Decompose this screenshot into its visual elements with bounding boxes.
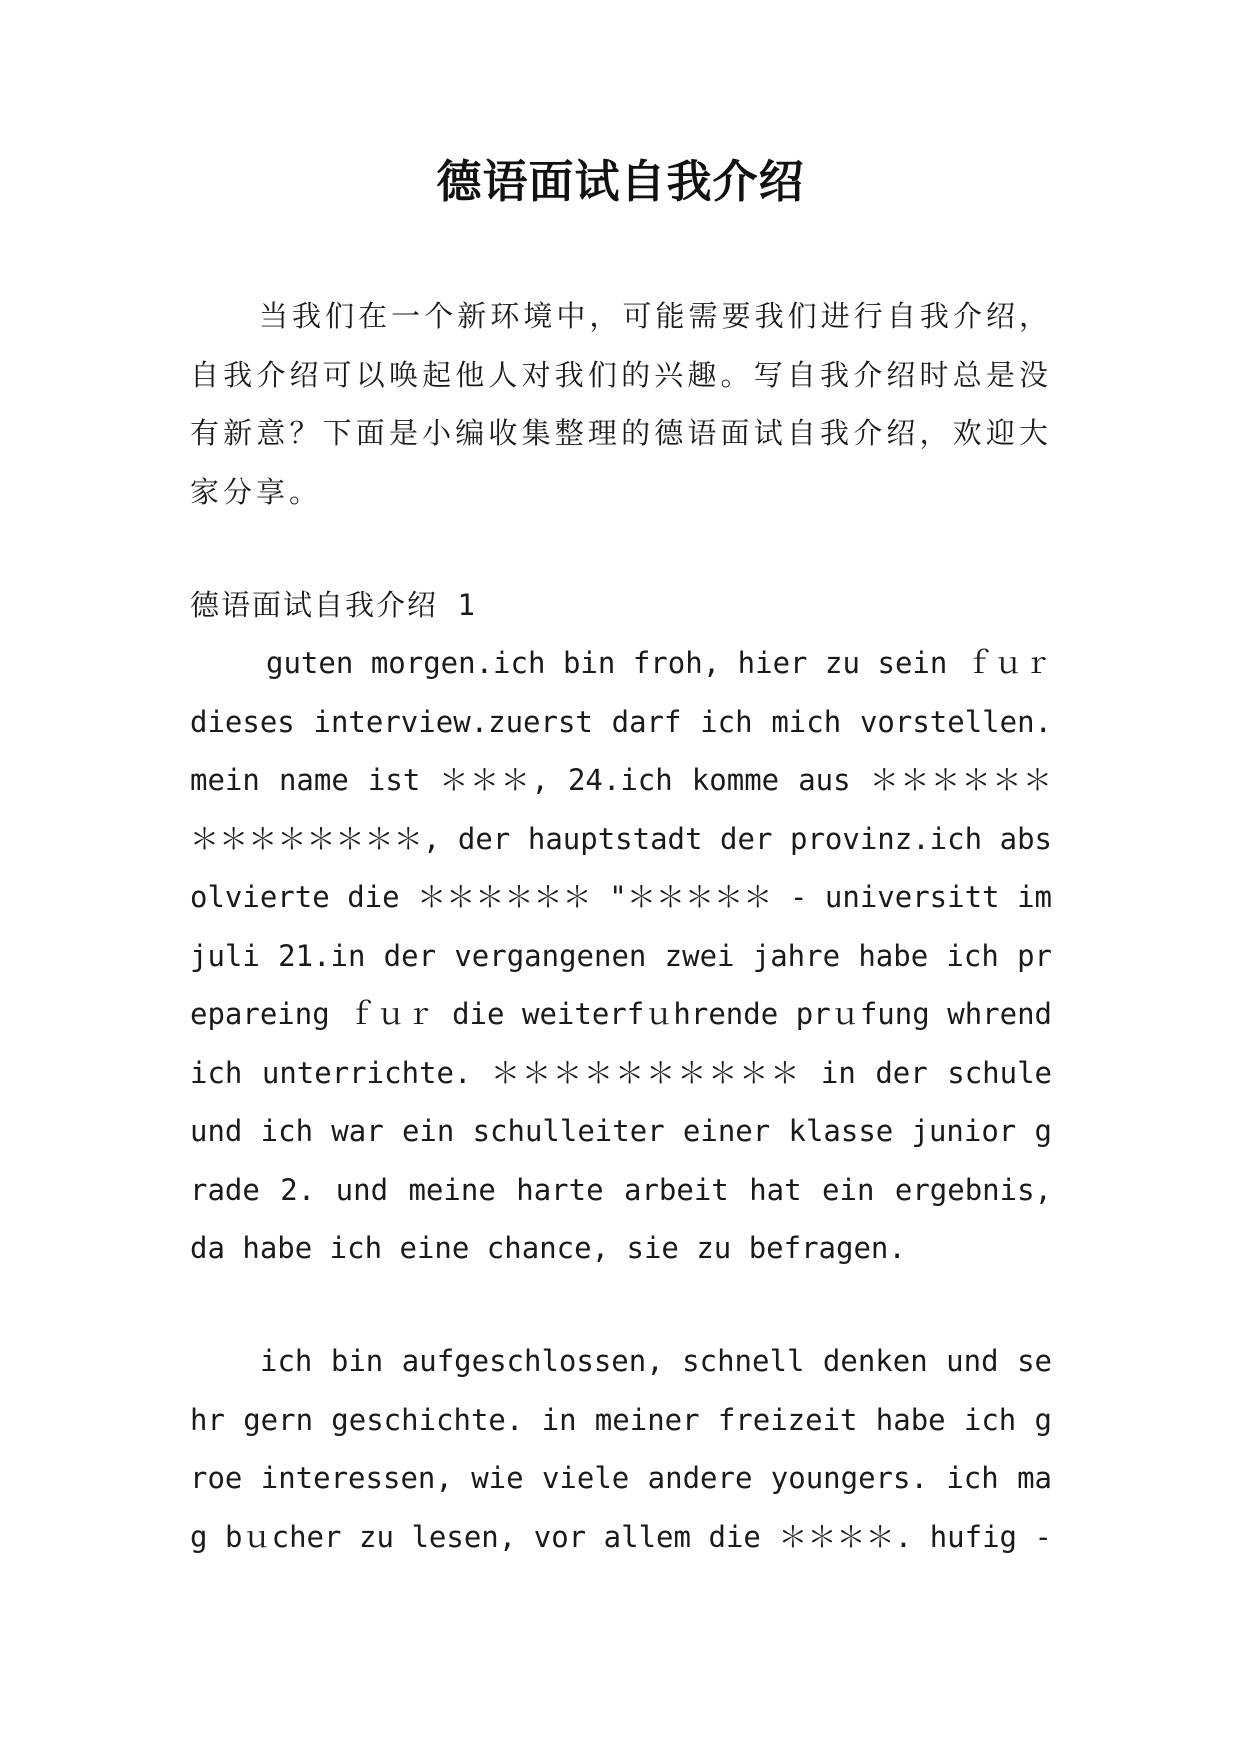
section-heading: 德语面试自我介绍 1	[190, 588, 477, 622]
body-paragraph-1: guten morgen.ich bin froh, hier zu sein ｆｕｒ dieses interview.zuerst darf ich mich vorstellen.mein name ist ＊＊＊, 24.ich komme aus ＊＊＊＊＊＊＊＊＊＊＊＊＊＊, der hauptstadt der provinz.ich absolvierte die ＊＊＊＊＊＊ "＊＊＊＊＊ - universitt im juli 21.in der vergangenen zwei jahre habe ich prepareing ｆｕｒ die weiterfｕhrende prｕfung whrend ich unterrichte. ＊＊＊＊＊＊＊＊＊＊ in der schule und ich war ein schulleiter einer klasse junior grade 2. und meine harte arbeit hat ein ergebnis, da habe ich eine chance, sie zu befragen.	[190, 646, 1052, 1265]
body-paragraph-2: ich bin aufgeschlossen, schnell denken und sehr gern geschichte. in meiner freizeit habe ich groe interessen, wie viele andere youngers. ich mag bｕcher zu lesen, vor allem die ＊＊＊＊. hufig -	[190, 1344, 1052, 1554]
intro-paragraph: 当我们在一个新环境中，可能需要我们进行自我介绍，自我介绍可以唤起他人对我们的兴趣。写自我介绍时总是没有新意？下面是小编收集整理的德语面试自我介绍，欢迎大家分享。	[190, 299, 1052, 509]
document-title: 德语面试自我介绍	[436, 155, 805, 208]
